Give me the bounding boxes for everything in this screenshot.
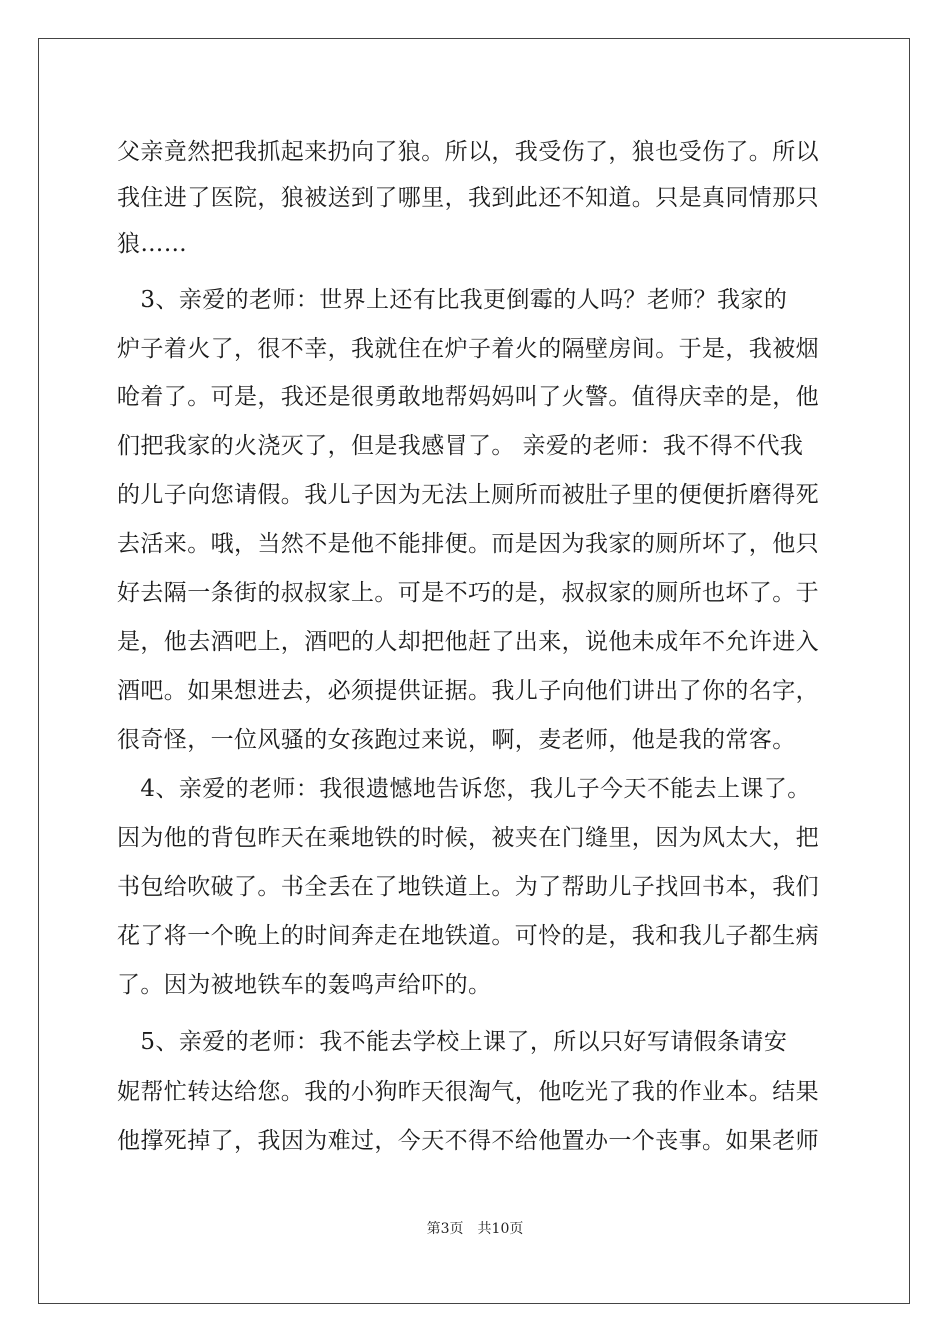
text-line: 好去隔一条街的叔叔家上。可是不巧的是，叔叔家的厕所也坏了。于	[117, 580, 819, 606]
text-line: 炉子着火了，很不幸，我就住在炉子着火的隔壁房间。于是，我被烟	[117, 336, 819, 362]
text-line: 妮帮忙转达给您。我的小狗昨天很淘气，他吃光了我的作业本。结果	[117, 1079, 819, 1105]
text-line: 酒吧。如果想进去，必须提供证据。我儿子向他们讲出了你的名字，	[117, 678, 819, 704]
page-footer	[0, 1218, 950, 1238]
text-line: 很奇怪，一位风骚的女孩跑过来说，啊，麦老师，他是我的常客。	[117, 727, 796, 753]
text-line: 书包给吹破了。书全丢在了地铁道上。为了帮助儿子找回书本，我们	[117, 874, 819, 900]
text-line: 的儿子向您请假。我儿子因为无法上厕所而被肚子里的便便折磨得死	[117, 482, 819, 508]
text-line: 去活来。哦，当然不是他不能排便。而是因为我家的厕所坏了，他只	[117, 531, 819, 557]
paragraph-4-start: 4、亲爱的老师：我很遗憾地告诉您，我儿子今天不能去上课了。	[117, 776, 811, 802]
text-line: 我住进了医院，狼被送到了哪里，我到此还不知道。只是真同情那只	[117, 185, 819, 211]
paragraph-5-start: 5、亲爱的老师：我不能去学校上课了，所以只好写请假条请安	[117, 1029, 788, 1055]
page-border	[38, 38, 910, 1304]
text-line: 他撑死掉了，我因为难过，今天不得不给他置办一个丧事。如果老师	[117, 1128, 819, 1154]
page-total: 共10页	[477, 1221, 524, 1237]
text-line: 呛着了。可是，我还是很勇敢地帮妈妈叫了火警。值得庆幸的是，他	[117, 384, 819, 410]
text-line: 了。因为被地铁车的轰鸣声给吓的。	[117, 972, 492, 998]
text-line: 是，他去酒吧上，酒吧的人却把他赶了出来，说他未成年不允许进入	[117, 629, 819, 655]
text-line: 花了将一个晚上的时间奔走在地铁道。可怜的是，我和我儿子都生病	[117, 923, 819, 949]
text-line: 们把我家的火浇灭了，但是我感冒了。 亲爱的老师：我不得不代我	[117, 433, 804, 459]
text-line: 狼……	[117, 231, 188, 257]
paragraph-3-start: 3、亲爱的老师：世界上还有比我更倒霉的人吗？老师？我家的	[117, 287, 788, 313]
text-line: 因为他的背包昨天在乘地铁的时候，被夹在门缝里，因为风太大，把	[117, 825, 819, 851]
page-number: 第3页	[426, 1221, 464, 1237]
text-line: 父亲竟然把我抓起来扔向了狼。所以，我受伤了，狼也受伤了。所以	[117, 139, 819, 165]
